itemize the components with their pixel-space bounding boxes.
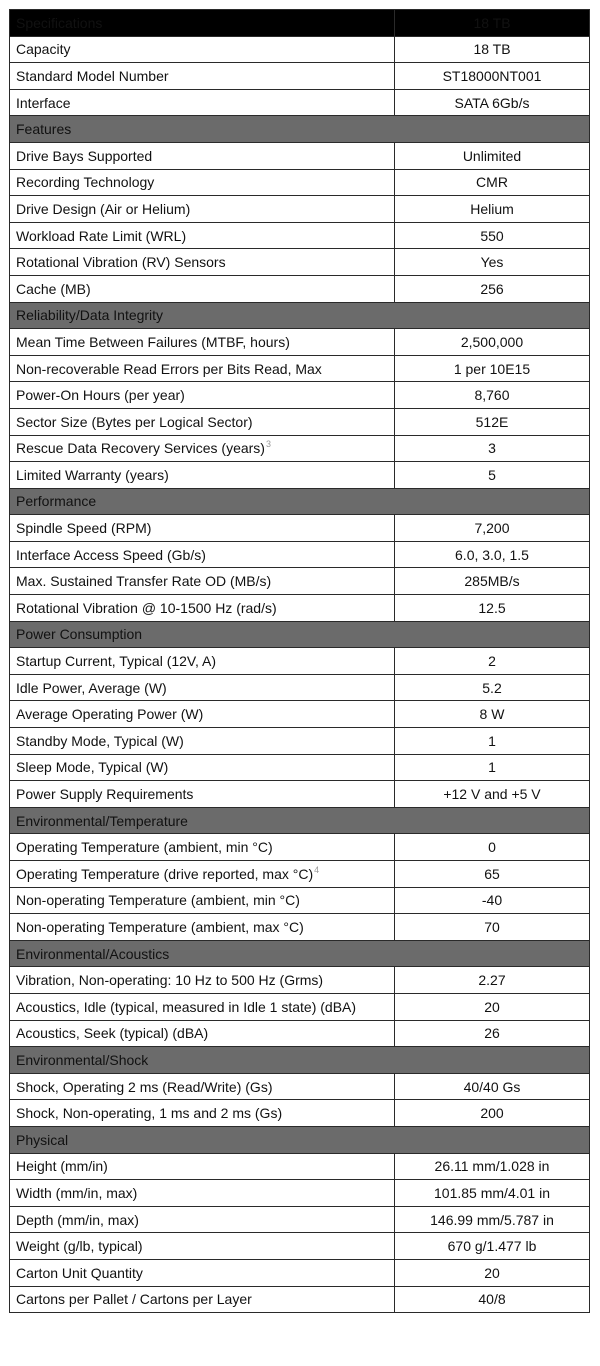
spec-label-cell [10,1100,395,1127]
spec-value: 20 [395,993,590,1020]
spec-row [10,914,590,941]
section-title: Reliability/Data Integrity [10,302,590,329]
spec-label-cell [10,887,395,914]
spec-label-cell [10,1206,395,1233]
spec-value: SATA 6Gb/s [395,89,590,116]
spec-value: 7,200 [395,515,590,542]
section-header-row [10,1126,590,1153]
section-header-row [10,302,590,329]
footnote-marker: 3 [265,439,271,450]
spec-label-cell [10,196,395,223]
spec-label-cell [10,1259,395,1286]
spec-table [9,9,590,1313]
spec-label: Carton Unit Quantity [16,1264,143,1281]
spec-label: Drive Design (Air or Helium) [16,200,191,217]
spec-value: 12.5 [395,595,590,622]
spec-label: Rotational Vibration (RV) Sensors [16,254,226,271]
section-title: Environmental/Temperature [10,807,590,834]
spec-value: ST18000NT001 [395,63,590,90]
spec-label-cell [10,355,395,382]
spec-label: Drive Bays Supported [16,147,153,164]
spec-label-cell [10,781,395,808]
spec-label-cell [10,1180,395,1207]
spec-label-cell [10,1233,395,1260]
spec-value: 8 W [395,701,590,728]
spec-label-cell [10,595,395,622]
section-title: Features [10,116,590,143]
spec-label: Max. Sustained Transfer Rate OD (MB/s) [16,573,272,590]
spec-label: Non-operating Temperature (ambient, max °C) [16,918,304,935]
spec-row [10,595,590,622]
spec-row [10,435,590,462]
spec-value: 40/8 [395,1286,590,1313]
spec-label-cell [10,648,395,675]
spec-row [10,781,590,808]
spec-label: Power-On Hours (per year) [16,387,185,404]
spec-label: Acoustics, Seek (typical) (dBA) [16,1025,209,1042]
spec-row [10,674,590,701]
spec-value: 670 g/1.477 lb [395,1233,590,1260]
spec-label: Workload Rate Limit (WRL) [16,227,187,244]
header-label: Specifications [10,10,395,37]
spec-label-cell [10,1153,395,1180]
footnote-marker: 4 [314,864,320,875]
spec-value: Unlimited [395,142,590,169]
spec-label-cell [10,89,395,116]
spec-row [10,1259,590,1286]
spec-label-cell [10,408,395,435]
header-capacity: 18 TB [395,10,590,37]
spec-value: 285MB/s [395,568,590,595]
spec-label-cell [10,1286,395,1313]
section-title: Power Consumption [10,621,590,648]
spec-row [10,1020,590,1047]
spec-value: Helium [395,196,590,223]
spec-value: 6.0, 3.0, 1.5 [395,541,590,568]
spec-label: Acoustics, Idle (typical, measured in Idle 1 state) (dBA) [16,998,357,1015]
spec-label: Standby Mode, Typical (W) [16,732,184,749]
spec-label: Capacity [16,41,71,58]
spec-row [10,1206,590,1233]
spec-label-cell [10,382,395,409]
section-title: Environmental/Acoustics [10,940,590,967]
spec-value: CMR [395,169,590,196]
spec-row [10,36,590,63]
spec-row [10,861,590,888]
spec-label: Shock, Operating 2 ms (Read/Write) (Gs) [16,1078,273,1095]
spec-label: Height (mm/in) [16,1158,108,1175]
spec-label-cell [10,541,395,568]
spec-label-cell [10,861,395,888]
spec-row [10,169,590,196]
spec-label: Cache (MB) [16,280,91,297]
section-header-row [10,1047,590,1074]
spec-row [10,382,590,409]
spec-value: -40 [395,887,590,914]
spec-row [10,1286,590,1313]
spec-value: 3 [395,435,590,462]
spec-label-cell [10,462,395,489]
spec-label-cell [10,222,395,249]
spec-value: 2 [395,648,590,675]
spec-row [10,63,590,90]
spec-label: Interface Access Speed (Gb/s) [16,546,206,563]
spec-value: 26 [395,1020,590,1047]
spec-row [10,728,590,755]
spec-label-cell [10,435,395,462]
spec-value: 256 [395,275,590,302]
spec-label: Sleep Mode, Typical (W) [16,759,169,776]
spec-row [10,222,590,249]
section-title: Physical [10,1126,590,1153]
spec-value: 26.11 mm/1.028 in [395,1153,590,1180]
spec-label: Non-operating Temperature (ambient, min °C) [16,892,300,909]
spec-value: 20 [395,1259,590,1286]
spec-value: 8,760 [395,382,590,409]
spec-row [10,1180,590,1207]
spec-row [10,834,590,861]
spec-label-cell [10,1020,395,1047]
spec-value: 1 [395,754,590,781]
spec-value: 550 [395,222,590,249]
spec-label-cell [10,701,395,728]
spec-row [10,275,590,302]
spec-value: 40/40 Gs [395,1073,590,1100]
spec-label-cell [10,1073,395,1100]
spec-value: 5 [395,462,590,489]
spec-value: 18 TB [395,36,590,63]
spec-row [10,648,590,675]
spec-row [10,249,590,276]
spec-row [10,1153,590,1180]
section-title: Performance [10,488,590,515]
spec-row [10,568,590,595]
spec-label-cell [10,515,395,542]
spec-value: 70 [395,914,590,941]
spec-label: Width (mm/in, max) [16,1184,138,1201]
spec-label-cell [10,36,395,63]
spec-label-cell [10,754,395,781]
section-header-row [10,940,590,967]
spec-label: Mean Time Between Failures (MTBF, hours) [16,333,290,350]
spec-value: 5.2 [395,674,590,701]
section-header-row [10,116,590,143]
spec-label: Interface [16,94,71,111]
spec-label: Weight (g/lb, typical) [16,1238,143,1255]
spec-label: Cartons per Pallet / Cartons per Layer [16,1291,252,1308]
spec-label: Depth (mm/in, max) [16,1211,139,1228]
spec-value: 65 [395,861,590,888]
spec-row [10,408,590,435]
spec-value: 101.85 mm/4.01 in [395,1180,590,1207]
spec-label: Sector Size (Bytes per Logical Sector) [16,413,253,430]
spec-row [10,196,590,223]
section-title: Environmental/Shock [10,1047,590,1074]
spec-label: Limited Warranty (years) [16,466,169,483]
spec-row [10,1073,590,1100]
spec-value: 1 [395,728,590,755]
spec-label: Average Operating Power (W) [16,706,204,723]
spec-table-body [10,10,590,1313]
spec-value: 2,500,000 [395,329,590,356]
spec-label: Shock, Non-operating, 1 ms and 2 ms (Gs) [16,1105,283,1122]
spec-row [10,701,590,728]
spec-value: 512E [395,408,590,435]
spec-label: Rotational Vibration @ 10-1500 Hz (rad/s) [16,599,277,616]
spec-value: Yes [395,249,590,276]
spec-label: Operating Temperature (ambient, min °C) [16,839,273,856]
spec-label: Vibration, Non-operating: 10 Hz to 500 Hz (Grms) [16,972,324,989]
spec-label-cell [10,275,395,302]
spec-value: 1 per 10E15 [395,355,590,382]
spec-label: Non-recoverable Read Errors per Bits Read, Max [16,360,322,377]
spec-row [10,993,590,1020]
spec-label-cell [10,329,395,356]
table-header-row [10,10,590,37]
spec-label: Recording Technology [16,174,155,191]
spec-row [10,967,590,994]
spec-row [10,142,590,169]
spec-label-cell [10,142,395,169]
spec-label: Startup Current, Typical (12V, A) [16,653,216,670]
spec-label-cell [10,169,395,196]
spec-label-cell [10,993,395,1020]
spec-row [10,329,590,356]
spec-value: 200 [395,1100,590,1127]
section-header-row [10,488,590,515]
spec-label: Power Supply Requirements [16,786,194,803]
spec-label: Rescue Data Recovery Services (years) [16,440,265,457]
spec-value: +12 V and +5 V [395,781,590,808]
spec-label: Idle Power, Average (W) [16,679,167,696]
spec-label-cell [10,674,395,701]
spec-row [10,355,590,382]
section-header-row [10,807,590,834]
spec-label-cell [10,63,395,90]
spec-value: 2.27 [395,967,590,994]
spec-row [10,1233,590,1260]
spec-row [10,541,590,568]
spec-label-cell [10,568,395,595]
spec-label-cell [10,728,395,755]
spec-value: 146.99 mm/5.787 in [395,1206,590,1233]
spec-row [10,515,590,542]
spec-label-cell [10,834,395,861]
spec-label: Standard Model Number [16,67,169,84]
spec-label-cell [10,914,395,941]
spec-label-cell [10,967,395,994]
spec-label: Operating Temperature (drive reported, max °C) [16,865,314,882]
spec-label: Spindle Speed (RPM) [16,520,152,537]
spec-row [10,89,590,116]
spec-row [10,887,590,914]
spec-row [10,462,590,489]
spec-value: 0 [395,834,590,861]
spec-label-cell [10,249,395,276]
spec-row [10,1100,590,1127]
section-header-row [10,621,590,648]
spec-row [10,754,590,781]
